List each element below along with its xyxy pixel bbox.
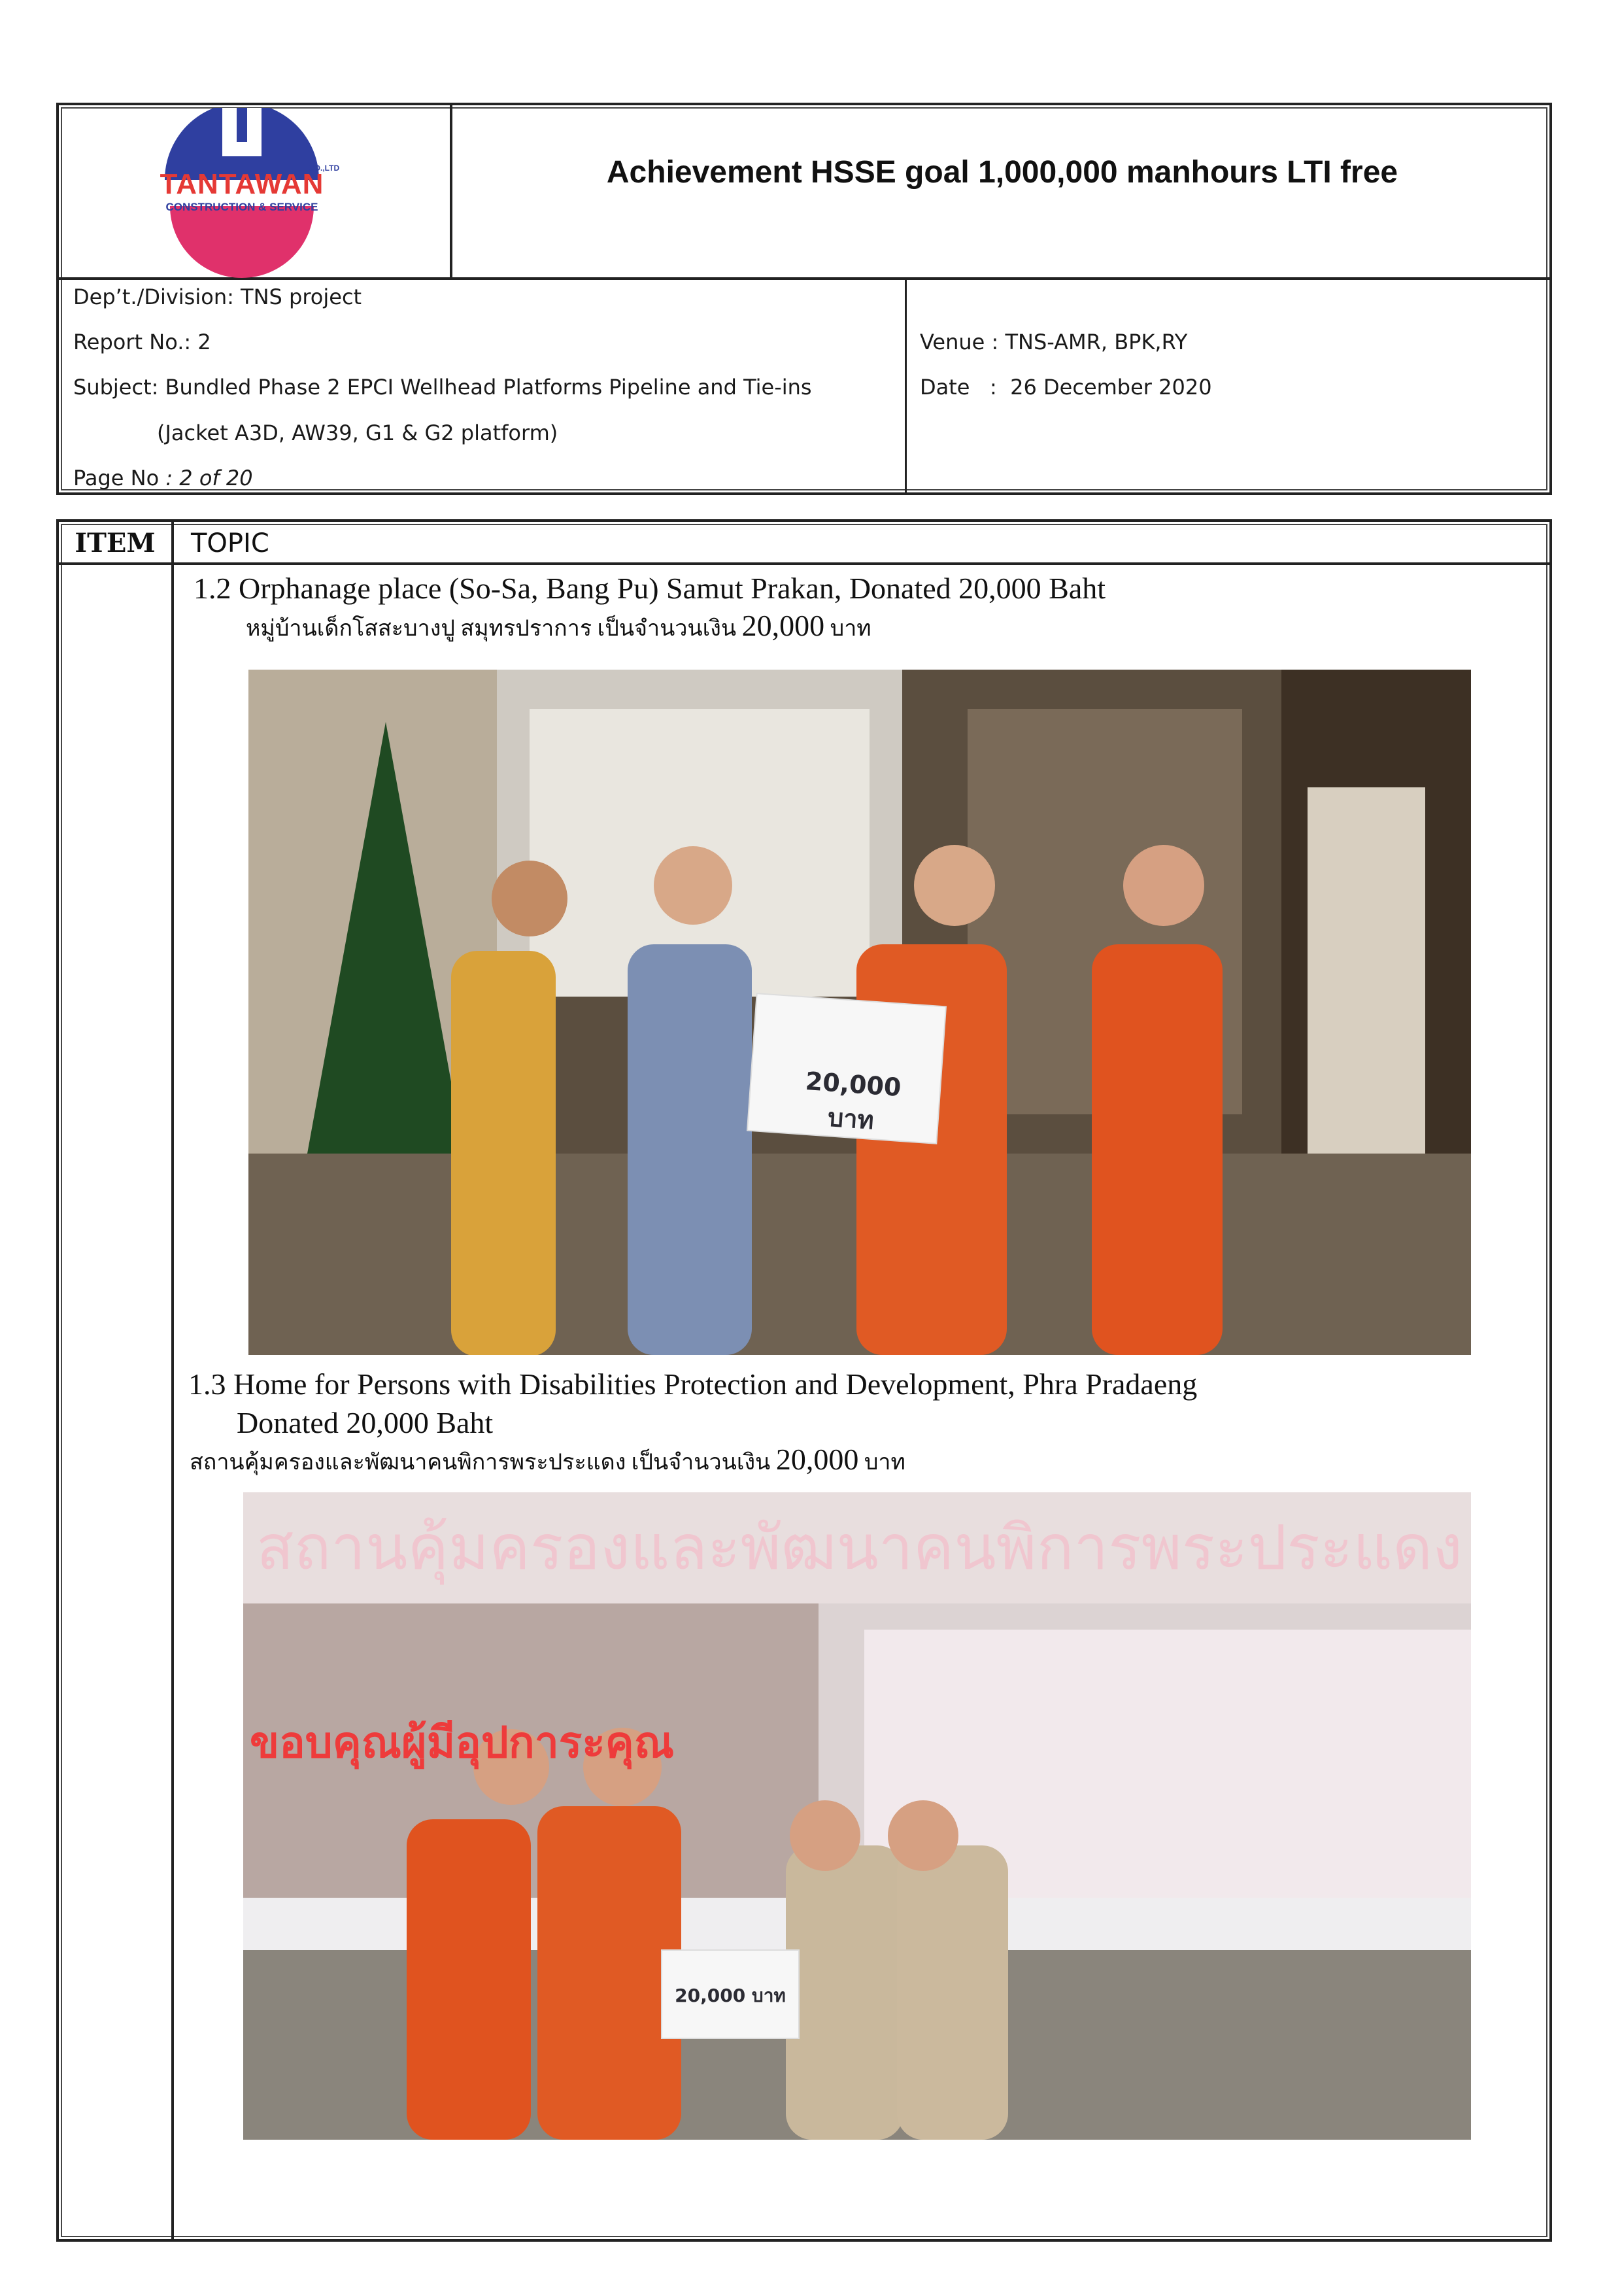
section-1-2-thai-unit: บาท: [830, 617, 871, 641]
report-date: Date : 26 December 2020: [920, 375, 1212, 400]
item-column-divider: [171, 519, 174, 2242]
section-1-3-photo-sign: 20,000 บาท: [675, 1985, 786, 2006]
section-1-2-photo: [248, 670, 1471, 1355]
section-1-2-thai: [246, 611, 871, 643]
section-1-3-photo: [243, 1492, 1471, 2140]
page-number-value: : 2 of 20: [165, 466, 253, 490]
section-1-3-heading-line1: 1.3 Home for Persons with Disabilities Protection and Development, Phra Pradaeng: [188, 1367, 1198, 1401]
section-1-3-thai-amount: 20,000: [775, 1443, 859, 1476]
section-1-3-thai-unit: บาท: [864, 1450, 905, 1475]
section-1-3-thai: [190, 1445, 905, 1477]
report-number: Report No.: 2: [73, 330, 211, 354]
item-column-header: ITEM: [75, 528, 156, 558]
item-table-header-line: [56, 562, 1552, 565]
subject-continued: (Jacket A3D, AW39, G1 & G2 platform): [157, 420, 558, 445]
page-number-label: Page No: [73, 466, 160, 490]
section-1-2-heading: 1.2 Orphanage place (So-Sa, Bang Pu) Samut Prakan, Donated 20,000 Baht: [194, 572, 1106, 605]
page-number: [73, 465, 253, 491]
section-1-2-thai-text: หมู่บ้านเด็กโสสะบางปู สมุทรปราการ เป็นจำนวนเงิน: [246, 617, 737, 641]
topic-column-header: TOPIC: [191, 528, 269, 558]
section-1-2-thai-amount: 20,000: [741, 609, 825, 642]
logo-tagline: CONSTRUCTION & SERVICE: [165, 201, 318, 213]
logo-suffix: CO.,LTD: [309, 163, 340, 173]
section-1-3-heading-line2: Donated 20,000 Baht: [237, 1406, 494, 1439]
dept-division: Dep’t./Division: TNS project: [73, 284, 362, 309]
info-column-divider: [905, 277, 907, 495]
section-1-2-photo-sign: 20,000 บาท: [804, 1067, 902, 1135]
section-1-3-photo-thanks: ขอบคุณผู้มีอุปการะคุณ: [250, 1717, 675, 1768]
company-logo: [124, 108, 360, 279]
section-1-3-photo-banner: สถานคุ้มครองและพัฒนาคนพิการพระประแดง: [256, 1513, 1462, 1584]
logo-brand: TANTAWAN: [160, 168, 324, 200]
section-1-3-thai-text: สถานคุ้มครองและพัฒนาคนพิการพระประแดง เป็นจำนวนเงิน: [190, 1450, 771, 1475]
subject: Subject: Bundled Phase 2 EPCI Wellhead Platforms Pipeline and Tie-ins: [73, 375, 812, 400]
document-title: Achievement HSSE goal 1,000,000 manhours LTI free: [606, 155, 1398, 190]
venue: Venue : TNS-AMR, BPK,RY: [920, 330, 1188, 354]
